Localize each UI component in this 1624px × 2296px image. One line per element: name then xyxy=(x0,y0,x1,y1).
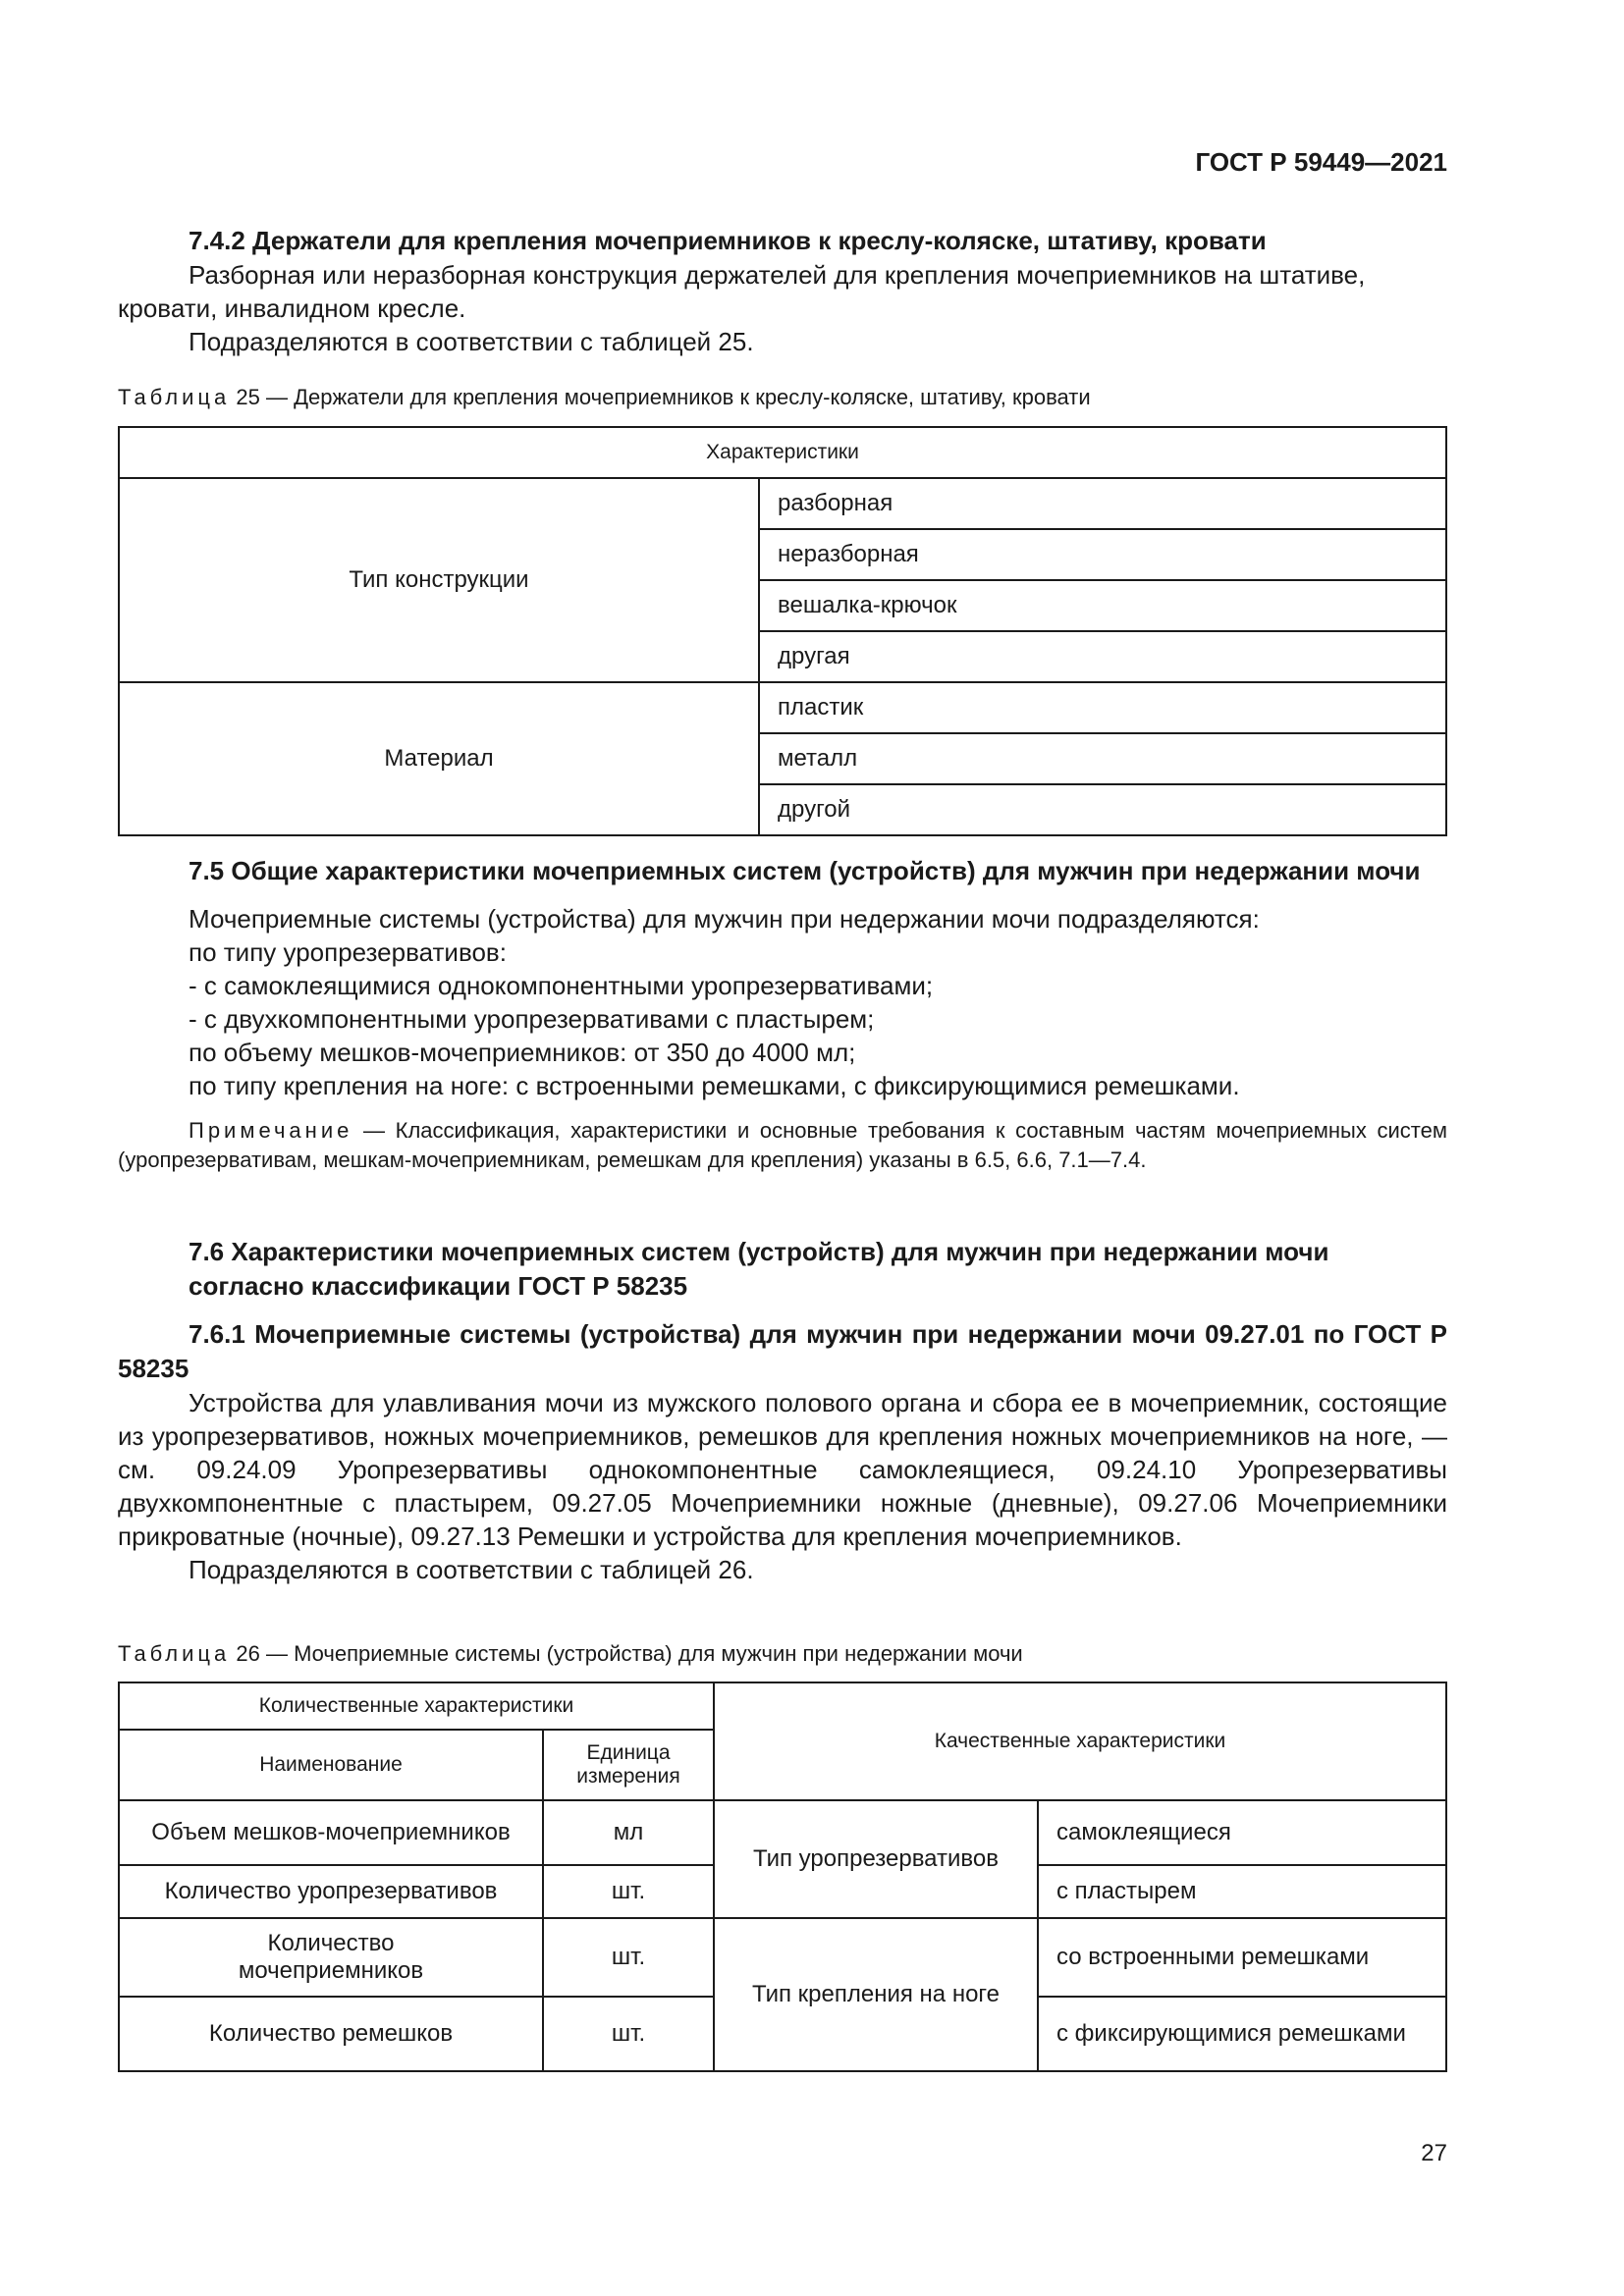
table-cell: Количество мочеприемников xyxy=(119,1918,543,1997)
note-word: Примечание xyxy=(189,1118,353,1143)
table-cell: вешалка-крючок xyxy=(759,580,1446,631)
table-26-caption xyxy=(118,1639,1447,1669)
note-text: — Классификация, характеристики и основные требования к составным частям мочеприемных систем (уропрезервативам, мешкам-мочеприемникам, ремешкам для крепления) указаны в 6.5, 6.6, 7.1—7.4. xyxy=(118,1118,1447,1172)
section-7-6-1 xyxy=(118,1317,1447,1586)
section-title: 7.5 Общие характеристики мочеприемных систем (устройств) для мужчин при недержании мочи xyxy=(189,856,1421,885)
table-row xyxy=(119,1918,1446,1997)
table-row xyxy=(119,427,1446,478)
table-cell: металл xyxy=(759,733,1446,784)
document-page xyxy=(118,0,1447,2296)
group-label: Тип крепления на ноге xyxy=(714,1918,1038,2071)
table-cell: неразборная xyxy=(759,529,1446,580)
section-7-6 xyxy=(118,1235,1447,1304)
list-item: - с двухкомпонентными уропрезервативами с пластырем; xyxy=(189,1004,875,1034)
table-cell: пластик xyxy=(759,682,1446,733)
paragraph: Подразделяются в соответствии с таблицей 26. xyxy=(189,1555,754,1584)
caption-text: 25 — Держатели для крепления мочеприемников к креслу-коляске, штативу, кровати xyxy=(236,385,1091,409)
table-cell: самоклеящиеся xyxy=(1038,1800,1446,1865)
table-row xyxy=(119,1682,1446,1730)
list-item: Мочеприемные системы (устройства) для мужчин при недержании мочи подразделяются: xyxy=(189,904,1260,934)
list-item: по объему мешков-мочеприемников: от 350 до 4000 мл; xyxy=(189,1038,856,1067)
table-row xyxy=(119,478,1446,529)
col-unit-header: Единица измерения xyxy=(543,1730,714,1800)
paragraph: Подразделяются в соответствии с таблицей 25. xyxy=(189,327,754,356)
table-header: Характеристики xyxy=(119,427,1446,478)
table-cell: другой xyxy=(759,784,1446,835)
caption-text: 26 — Мочеприемные системы (устройства) для мужчин при недержании мочи xyxy=(236,1641,1023,1666)
qual-header: Качественные характеристики xyxy=(714,1682,1446,1800)
table-26 xyxy=(118,1682,1447,2072)
table-25 xyxy=(118,426,1447,836)
section-7-5 xyxy=(118,854,1447,1175)
table-cell: Объем мешков-мочеприемников xyxy=(119,1800,543,1865)
caption-word: Таблица xyxy=(118,385,231,409)
table-cell: Количество ремешков xyxy=(119,1997,543,2071)
document-code: ГОСТ Р 59449—2021 xyxy=(1195,147,1447,177)
table-cell: с фиксирующимися ремешками xyxy=(1038,1997,1446,2071)
list-item: - с самоклеящимися однокомпонентными уропрезервативами; xyxy=(189,971,934,1000)
caption-word: Таблица xyxy=(118,1641,231,1666)
group-label: Материал xyxy=(119,682,759,835)
table-cell: шт. xyxy=(543,1918,714,1997)
col-name-header: Наименование xyxy=(119,1730,543,1800)
table-cell: со встроенными ремешками xyxy=(1038,1918,1446,1997)
table-cell: разборная xyxy=(759,478,1446,529)
section-7-4-2 xyxy=(118,224,1447,358)
table-cell: с пластырем xyxy=(1038,1865,1446,1918)
table-cell: мл xyxy=(543,1800,714,1865)
quant-header: Количественные характеристики xyxy=(119,1682,714,1730)
table-row xyxy=(119,1800,1446,1865)
table-25-caption xyxy=(118,383,1447,412)
list-item: по типу уропрезервативов: xyxy=(189,937,507,967)
section-title: 7.6 Характеристики мочеприемных систем (устройств) для мужчин при недержании мочи согласно классификации ГОСТ Р 58235 xyxy=(189,1237,1329,1301)
section-title: 7.4.2 Держатели для крепления мочеприемников к креслу-коляске, штативу, кровати xyxy=(189,226,1267,255)
table-row xyxy=(119,682,1446,733)
note xyxy=(118,1116,1447,1175)
table-cell: шт. xyxy=(543,1865,714,1918)
list-item: по типу крепления на ноге: с встроенными ремешками, с фиксирующимися ремешками. xyxy=(189,1071,1240,1100)
table-cell: другая xyxy=(759,631,1446,682)
group-label: Тип уропрезервативов xyxy=(714,1800,1038,1918)
table-cell: Количество уропрезервативов xyxy=(119,1865,543,1918)
group-label: Тип конструкции xyxy=(119,478,759,682)
page-number: 27 xyxy=(1421,2140,1447,2166)
paragraph: Разборная или неразборная конструкция держателей для крепления мочеприемников на штативе, кровати, инвалидном кресле. xyxy=(118,260,1366,323)
section-title: 7.6.1 Мочеприемные системы (устройства) для мужчин при недержании мочи 09.27.01 по ГОСТ Р 58235 xyxy=(118,1319,1447,1383)
paragraph: Устройства для улавливания мочи из мужского полового органа и сбора ее в мочеприемник, состоящие из уропрезервативов, ножных мочеприемников, ремешков для крепления ножных мочеприемников на ноге, — см. 09.24.09 Уропрезервативы однокомпонентные самоклеящиеся, 09.24.10 Уропрезервативы двухкомпонентные с пластырем, 09.27.05 Мочеприемники ножные (дневные), 09.27.06 Мочеприемники прикроватные (ночные), 09.27.13 Ремешки и устройства для крепления мочеприемников. xyxy=(118,1388,1447,1551)
table-cell: шт. xyxy=(543,1997,714,2071)
